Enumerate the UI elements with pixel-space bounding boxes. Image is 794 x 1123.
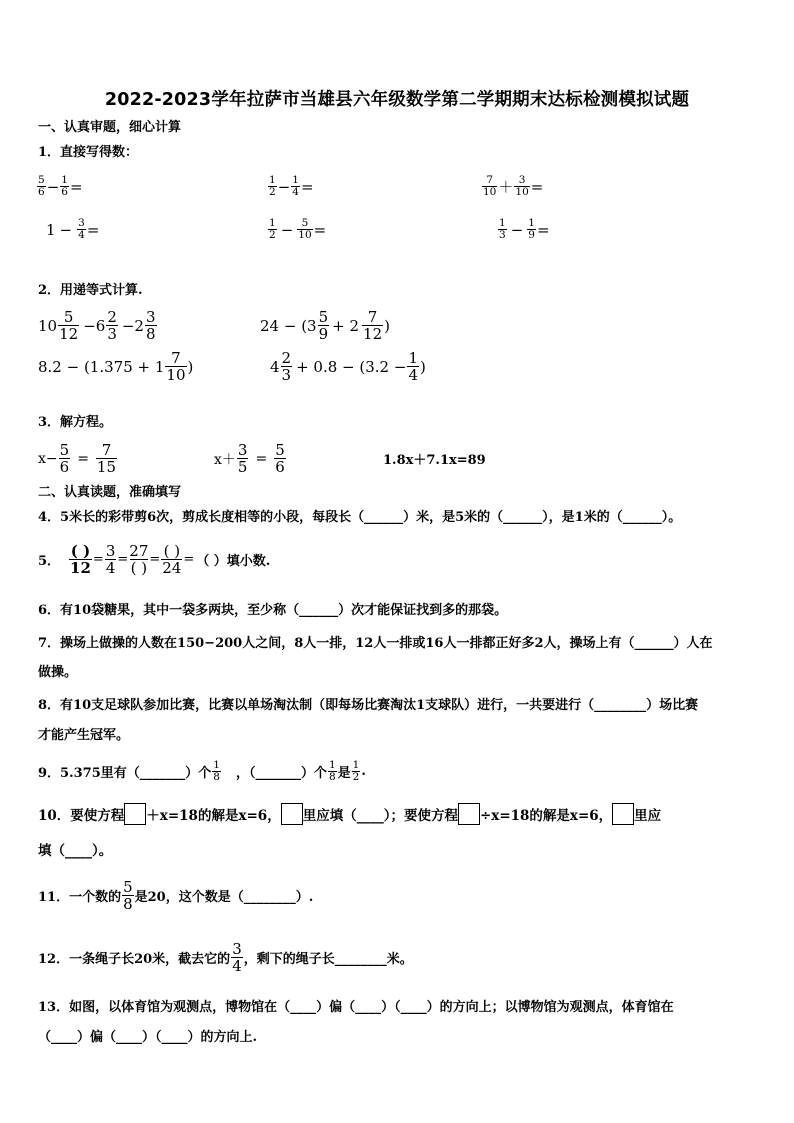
q6-text: 6．有10袋糖果，其中一袋多两块，至少称（______）次才能保证找到多的那袋。 [38,603,508,618]
q3-label: 3．解方程。 [38,415,113,430]
q1-item-5: $\frac{1}{2}$ − $\frac{5}{10}$ = [269,217,327,241]
q10-line-1: 10．要使方程 ＋x=18的解是x=6， 里应填（____）；要使方程 ÷x=18的解是x=6， 里应 [38,803,661,825]
q1-item-6: $\frac{1}{3}$ − $\frac{1}{9}$ = [499,217,550,241]
q3-equation-1: x− $\frac{5}{6}$ = $\frac{7}{15}$ [38,441,117,476]
q2-label: 2．用递等式计算. [38,283,143,298]
q8-line-2: 才能产生冠军。 [38,728,130,743]
q7-line-1: 7．操场上做操的人数在150−200人之间，8人一排，12人一排或16人一排都正好多2人，操场上有（______）人在 [38,636,713,651]
page-title: 2022-2023学年拉萨市当雄县六年级数学第二学期期末达标检测模拟试题 [104,90,690,110]
q1-item-2: $\frac{1}{2}$ − $\frac{1}{4}$ = [269,174,314,198]
section-2-heading: 二、认真读题，准确填写 [38,485,182,500]
q9-text: 9．5.375里有（_______）个 $\frac{1}{8}$ ，（_______）个 $\frac{1}{8}$ 是 $\frac{1}{2}$ . [38,759,366,783]
q8-line-1: 8．有10支足球队参加比赛，比赛以单场淘汰制（即每场比赛淘汰1支球队）进行，一共要进行（________）场比赛 [38,698,699,713]
q10-blank-box-1[interactable] [124,803,146,825]
q1-label: 1．直接写得数： [38,145,139,160]
q12-text: 12．一条绳子长20米，截去它的 3 4 ，剩下的绳子长________米。 [38,940,413,975]
q13-line-1: 13．如图，以体育馆为观测点，博物馆在（____）偏（____）（____）的方向上；以博物馆为观测点，体育馆在 [38,1000,674,1015]
q10-line-2: 填（____）。 [38,843,113,859]
q11-text: 11．一个数的 5 8 是20，这个数是（________）. [38,878,314,913]
q1-item-1: $\frac{5}{6}$ − $\frac{1}{6}$ = [38,174,83,198]
q10-blank-box-3[interactable] [458,803,480,825]
q13-line-2: （____）偏（____）（____）的方向上. [38,1030,258,1045]
q2-expression-4: 4 2 3 + 0.8 − (3.2 − $\frac{1}{4}$ ) [270,349,426,384]
q3-equation-2: x＋ $\frac{3}{5}$ = $\frac{5}{6}$ [214,441,285,476]
section-1-heading: 一、认真审题，细心计算 [38,120,182,135]
q7-line-2: 做操。 [38,665,78,680]
q3-equation-3: 1.8x＋7.1x=89 [383,453,486,468]
q2-expression-2: 24 − (3 5 9 + 2 7 12 ) [260,308,390,343]
q5-text: 5． ( ) 12 = $\frac{3}{4}$ = 27 ( ) = ( ) 24 = （ ）填小数. [38,542,271,577]
q10-blank-box-2[interactable] [281,803,303,825]
q1-item-3: $\frac{7}{10}$ ＋ $\frac{3}{10}$ = [483,174,544,198]
q1-item-4: 1 − $\frac{3}{4}$ = [46,217,100,241]
q2-expression-1: 10 5 12 −6 2 3 −2 3 8 [38,308,156,343]
q2-expression-3: 8.2 − (1.375 + 1 7 10 ) [38,349,194,384]
q4-text: 4．5米长的彩带剪6次，剪成长度相等的小段，每段长（______）米，是5米的（______），是1米的（______）。 [38,510,682,525]
q10-blank-box-4[interactable] [612,803,634,825]
